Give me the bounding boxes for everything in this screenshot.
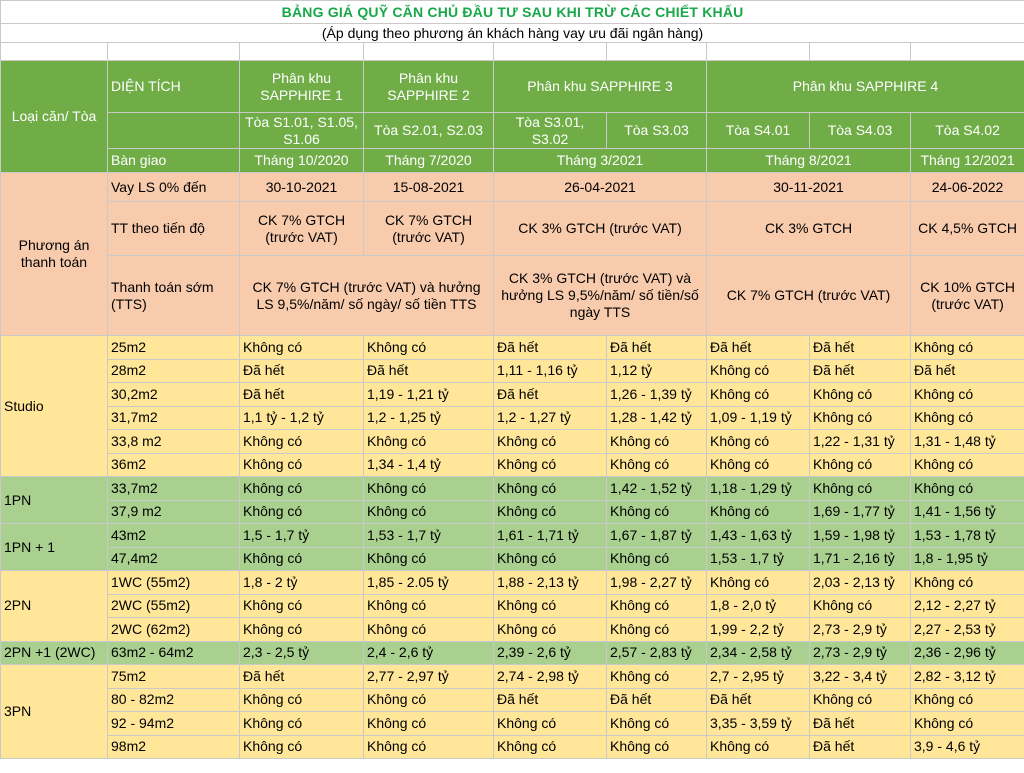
price-cell[interactable]: 2,7 - 2,95 tỷ bbox=[707, 665, 810, 689]
price-cell[interactable]: Đã hết bbox=[911, 359, 1024, 383]
price-cell[interactable]: Không có bbox=[494, 500, 607, 524]
price-cell[interactable]: 1,2 - 1,25 tỷ bbox=[364, 406, 494, 430]
price-cell[interactable]: Không có bbox=[911, 712, 1024, 736]
price-cell[interactable]: Đã hết bbox=[810, 735, 911, 759]
table-row bbox=[1, 547, 1024, 571]
empty-cell[interactable] bbox=[707, 43, 810, 61]
area-cell[interactable]: 80 - 82m2 bbox=[108, 688, 240, 712]
area-cell[interactable]: 92 - 94m2 bbox=[108, 712, 240, 736]
page-subtitle: (Áp dụng theo phương án khách hàng vay ưu đãi ngân hàng) bbox=[1, 24, 1024, 43]
payment-plan-label[interactable]: Phương án thanh toán bbox=[1, 173, 108, 336]
price-cell[interactable]: Đã hết bbox=[240, 665, 364, 689]
page-title: BẢNG GIÁ QUỸ CĂN CHỦ ĐẦU TƯ SAU KHI TRỪ CÁC CHIẾT KHẤU bbox=[1, 1, 1024, 24]
table-row bbox=[1, 359, 1024, 383]
table-row bbox=[1, 453, 1024, 477]
price-cell[interactable]: Không có bbox=[494, 477, 607, 501]
early-s3[interactable]: CK 3% GTCH (trước VAT) và hưởng LS 9,5%/năm/ số tiền/số ngày TTS bbox=[494, 256, 707, 336]
price-cell[interactable]: Không có bbox=[240, 712, 364, 736]
tower-s2[interactable]: Tòa S2.01, S2.03 bbox=[364, 113, 494, 149]
price-cell[interactable]: Đã hết bbox=[707, 688, 810, 712]
handover-s4-02[interactable]: Tháng 12/2021 bbox=[911, 149, 1024, 173]
price-cell[interactable]: Không có bbox=[364, 594, 494, 618]
progress-s1[interactable]: CK 7% GTCH (trước VAT) bbox=[240, 202, 364, 256]
area-cell[interactable]: 33,7m2 bbox=[108, 477, 240, 501]
price-cell[interactable]: Không có bbox=[364, 735, 494, 759]
price-cell[interactable]: Không có bbox=[707, 359, 810, 383]
empty-cell[interactable] bbox=[494, 43, 607, 61]
area-cell[interactable]: 75m2 bbox=[108, 665, 240, 689]
price-cell[interactable]: Đã hết bbox=[494, 383, 607, 407]
area-cell[interactable]: 25m2 bbox=[108, 336, 240, 360]
price-cell[interactable]: Không có bbox=[810, 688, 911, 712]
price-cell[interactable]: 1,31 - 1,48 tỷ bbox=[911, 430, 1024, 454]
price-cell[interactable]: Không có bbox=[364, 336, 494, 360]
price-cell[interactable]: Không có bbox=[240, 735, 364, 759]
table-row bbox=[1, 735, 1024, 759]
price-cell[interactable]: 1,8 - 2,0 tỷ bbox=[707, 594, 810, 618]
price-cell[interactable]: Đã hết bbox=[707, 336, 810, 360]
price-cell[interactable]: Không có bbox=[707, 383, 810, 407]
progress-s4-02[interactable]: CK 4,5% GTCH bbox=[911, 202, 1024, 256]
area-cell[interactable]: 47,4m2 bbox=[108, 547, 240, 571]
zone-sapphire-2[interactable]: Phân khu SAPPHIRE 2 bbox=[364, 61, 494, 113]
tower-s4-01[interactable]: Tòa S4.01 bbox=[707, 113, 810, 149]
area-cell[interactable]: 37,9 m2 bbox=[108, 500, 240, 524]
table-row bbox=[1, 383, 1024, 407]
price-cell[interactable]: Không có bbox=[707, 571, 810, 595]
price-cell[interactable]: Không có bbox=[240, 688, 364, 712]
tower-s3-03[interactable]: Tòa S3.03 bbox=[607, 113, 707, 149]
price-cell[interactable]: Không có bbox=[911, 477, 1024, 501]
unit-type-cell[interactable]: 1PN + 1 bbox=[1, 524, 108, 571]
handover-s2[interactable]: Tháng 7/2020 bbox=[364, 149, 494, 173]
price-cell[interactable]: 2,36 - 2,96 tỷ bbox=[911, 641, 1024, 665]
unit-type-header[interactable]: Loại căn/ Tòa bbox=[1, 61, 108, 173]
price-cell[interactable]: Không có bbox=[240, 547, 364, 571]
price-cell[interactable]: 2,74 - 2,98 tỷ bbox=[494, 665, 607, 689]
price-cell[interactable]: 1,8 - 2 tỷ bbox=[240, 571, 364, 595]
handover-s4[interactable]: Tháng 8/2021 bbox=[707, 149, 911, 173]
progress-s4[interactable]: CK 3% GTCH bbox=[707, 202, 911, 256]
zone-sapphire-4[interactable]: Phân khu SAPPHIRE 4 bbox=[707, 61, 1024, 113]
price-cell[interactable]: 1,53 - 1,7 tỷ bbox=[364, 524, 494, 548]
price-cell[interactable]: Không có bbox=[810, 477, 911, 501]
tower-s4-03[interactable]: Tòa S4.03 bbox=[810, 113, 911, 149]
loan-date-s4[interactable]: 30-11-2021 bbox=[707, 173, 911, 202]
price-cell[interactable]: 1,8 - 1,95 tỷ bbox=[911, 547, 1024, 571]
price-cell[interactable]: Không có bbox=[707, 500, 810, 524]
price-cell[interactable]: 1,98 - 2,27 tỷ bbox=[607, 571, 707, 595]
price-cell[interactable]: Đã hết bbox=[810, 336, 911, 360]
area-cell[interactable]: 30,2m2 bbox=[108, 383, 240, 407]
price-cell[interactable]: 1,85 - 2.05 tỷ bbox=[364, 571, 494, 595]
price-cell[interactable]: 1,99 - 2,2 tỷ bbox=[707, 618, 810, 642]
table-row bbox=[1, 618, 1024, 642]
table-row bbox=[1, 524, 1024, 548]
table-row bbox=[1, 406, 1024, 430]
early-s4[interactable]: CK 7% GTCH (trước VAT) bbox=[707, 256, 911, 336]
table-row bbox=[1, 712, 1024, 736]
price-cell[interactable]: Không có bbox=[240, 594, 364, 618]
price-cell[interactable]: 2,03 - 2,13 tỷ bbox=[810, 571, 911, 595]
handover-s3[interactable]: Tháng 3/2021 bbox=[494, 149, 707, 173]
price-cell[interactable]: 2,4 - 2,6 tỷ bbox=[364, 641, 494, 665]
price-cell[interactable]: Không có bbox=[494, 594, 607, 618]
table-row bbox=[1, 688, 1024, 712]
loan-date-s3[interactable]: 26-04-2021 bbox=[494, 173, 707, 202]
price-cell[interactable]: Không có bbox=[364, 547, 494, 571]
progress-payment-label[interactable]: TT theo tiến độ bbox=[108, 202, 240, 256]
price-cell[interactable]: Không có bbox=[911, 453, 1024, 477]
empty-cell[interactable] bbox=[108, 113, 240, 149]
price-cell[interactable]: 1,88 - 2,13 tỷ bbox=[494, 571, 607, 595]
price-cell[interactable]: Không có bbox=[911, 336, 1024, 360]
table-row bbox=[1, 571, 1024, 595]
price-cell[interactable]: Không có bbox=[364, 477, 494, 501]
price-cell[interactable]: 2,73 - 2,9 tỷ bbox=[810, 641, 911, 665]
price-cell[interactable]: 2,82 - 3,12 tỷ bbox=[911, 665, 1024, 689]
price-cell[interactable]: Đã hết bbox=[810, 712, 911, 736]
price-cell[interactable]: Đã hết bbox=[810, 359, 911, 383]
area-cell[interactable]: 98m2 bbox=[108, 735, 240, 759]
price-cell[interactable]: Không có bbox=[494, 712, 607, 736]
loan-label[interactable]: Vay LS 0% đến bbox=[108, 173, 240, 202]
area-cell[interactable]: 2WC (62m2) bbox=[108, 618, 240, 642]
area-cell[interactable]: 36m2 bbox=[108, 453, 240, 477]
price-cell[interactable]: Không có bbox=[240, 500, 364, 524]
price-cell[interactable]: Không có bbox=[707, 735, 810, 759]
price-cell[interactable]: Không có bbox=[240, 453, 364, 477]
price-cell[interactable]: Không có bbox=[364, 500, 494, 524]
price-cell[interactable]: 1,18 - 1,29 tỷ bbox=[707, 477, 810, 501]
price-cell[interactable]: Không có bbox=[494, 618, 607, 642]
price-cell[interactable]: Đã hết bbox=[494, 336, 607, 360]
price-cell[interactable]: Không có bbox=[607, 500, 707, 524]
area-cell[interactable]: 1WC (55m2) bbox=[108, 571, 240, 595]
loan-date-s2[interactable]: 15-08-2021 bbox=[364, 173, 494, 202]
table-row bbox=[1, 477, 1024, 501]
progress-s3[interactable]: CK 3% GTCH (trước VAT) bbox=[494, 202, 707, 256]
price-cell[interactable]: Không có bbox=[607, 735, 707, 759]
price-cell[interactable]: 3,22 - 3,4 tỷ bbox=[810, 665, 911, 689]
table-row bbox=[1, 665, 1024, 689]
price-cell[interactable]: Không có bbox=[810, 453, 911, 477]
zone-sapphire-1[interactable]: Phân khu SAPPHIRE 1 bbox=[240, 61, 364, 113]
price-cell[interactable]: 1,5 - 1,7 tỷ bbox=[240, 524, 364, 548]
price-cell[interactable]: Không có bbox=[911, 571, 1024, 595]
price-cell[interactable]: Không có bbox=[810, 383, 911, 407]
price-cell[interactable]: 1,43 - 1,63 tỷ bbox=[707, 524, 810, 548]
tower-s3-01[interactable]: Tòa S3.01, S3.02 bbox=[494, 113, 607, 149]
price-cell[interactable]: Không có bbox=[364, 618, 494, 642]
early-s4-02[interactable]: CK 10% GTCH (trước VAT) bbox=[911, 256, 1024, 336]
price-cell[interactable]: Không có bbox=[494, 453, 607, 477]
table-row bbox=[1, 336, 1024, 360]
price-cell[interactable]: Không có bbox=[240, 336, 364, 360]
tower-s4-02[interactable]: Tòa S4.02 bbox=[911, 113, 1024, 149]
price-cell[interactable]: Không có bbox=[364, 688, 494, 712]
price-cell[interactable]: 2,12 - 2,27 tỷ bbox=[911, 594, 1024, 618]
price-cell[interactable]: 2,3 - 2,5 tỷ bbox=[240, 641, 364, 665]
price-cell[interactable]: Không có bbox=[911, 688, 1024, 712]
price-cell[interactable]: 1,1 tỷ - 1,2 tỷ bbox=[240, 406, 364, 430]
price-cell[interactable]: Không có bbox=[607, 665, 707, 689]
price-cell[interactable]: 1,19 - 1,21 tỷ bbox=[364, 383, 494, 407]
price-cell[interactable]: Không có bbox=[810, 594, 911, 618]
empty-cell[interactable] bbox=[108, 43, 240, 61]
table-row bbox=[1, 430, 1024, 454]
price-cell[interactable]: Đã hết bbox=[240, 359, 364, 383]
empty-cell[interactable] bbox=[240, 43, 364, 61]
table-row bbox=[1, 500, 1024, 524]
empty-cell[interactable] bbox=[911, 43, 1024, 61]
price-cell[interactable]: Không có bbox=[607, 712, 707, 736]
empty-cell[interactable] bbox=[607, 43, 707, 61]
price-cell[interactable]: Không có bbox=[607, 547, 707, 571]
price-cell[interactable]: Không có bbox=[240, 430, 364, 454]
price-cell[interactable]: 1,11 - 1,16 tỷ bbox=[494, 359, 607, 383]
price-cell[interactable]: Không có bbox=[240, 477, 364, 501]
price-cell[interactable]: 1,12 tỷ bbox=[607, 359, 707, 383]
price-cell[interactable]: 2,73 - 2,9 tỷ bbox=[810, 618, 911, 642]
price-cell[interactable]: Không có bbox=[364, 430, 494, 454]
early-payment-label[interactable]: Thanh toán sớm (TTS) bbox=[108, 256, 240, 336]
price-cell[interactable]: Đã hết bbox=[607, 688, 707, 712]
price-cell[interactable]: Không có bbox=[240, 618, 364, 642]
progress-s2[interactable]: CK 7% GTCH (trước VAT) bbox=[364, 202, 494, 256]
price-cell[interactable]: Đã hết bbox=[240, 383, 364, 407]
price-cell[interactable]: Đã hết bbox=[364, 359, 494, 383]
price-cell[interactable]: 1,34 - 1,4 tỷ bbox=[364, 453, 494, 477]
zone-sapphire-3[interactable]: Phân khu SAPPHIRE 3 bbox=[494, 61, 707, 113]
price-cell[interactable]: 2,57 - 2,83 tỷ bbox=[607, 641, 707, 665]
area-cell[interactable]: 31,7m2 bbox=[108, 406, 240, 430]
price-cell[interactable]: Đã hết bbox=[607, 336, 707, 360]
unit-type-cell[interactable]: 1PN bbox=[1, 477, 108, 524]
price-cell[interactable]: 3,35 - 3,59 tỷ bbox=[707, 712, 810, 736]
table-row bbox=[1, 594, 1024, 618]
price-cell[interactable]: Không có bbox=[911, 383, 1024, 407]
price-cell[interactable]: 1,26 - 1,39 tỷ bbox=[607, 383, 707, 407]
empty-cell[interactable] bbox=[1, 43, 108, 61]
loan-date-s4-02[interactable]: 24-06-2022 bbox=[911, 173, 1024, 202]
area-cell[interactable]: 33,8 m2 bbox=[108, 430, 240, 454]
price-cell[interactable]: 1,59 - 1,98 tỷ bbox=[810, 524, 911, 548]
handover-s1[interactable]: Tháng 10/2020 bbox=[240, 149, 364, 173]
price-cell[interactable]: 2,27 - 2,53 tỷ bbox=[911, 618, 1024, 642]
unit-type-cell[interactable]: 2PN +1 (2WC) bbox=[1, 641, 108, 665]
price-cell[interactable]: 1,71 - 2,16 tỷ bbox=[810, 547, 911, 571]
price-cell[interactable]: 1,2 - 1,27 tỷ bbox=[494, 406, 607, 430]
unit-type-cell[interactable]: 2PN bbox=[1, 571, 108, 642]
price-cell[interactable]: Đã hết bbox=[494, 688, 607, 712]
loan-date-s1[interactable]: 30-10-2021 bbox=[240, 173, 364, 202]
price-cell[interactable]: 1,09 - 1,19 tỷ bbox=[707, 406, 810, 430]
price-cell[interactable]: Không có bbox=[607, 594, 707, 618]
area-cell[interactable]: 2WC (55m2) bbox=[108, 594, 240, 618]
price-cell[interactable]: Không có bbox=[810, 406, 911, 430]
price-cell[interactable]: Không có bbox=[607, 430, 707, 454]
price-cell[interactable]: Không có bbox=[494, 430, 607, 454]
price-cell[interactable]: 1,53 - 1,78 tỷ bbox=[911, 524, 1024, 548]
price-cell[interactable]: 1,41 - 1,56 tỷ bbox=[911, 500, 1024, 524]
price-cell[interactable]: 1,67 - 1,87 tỷ bbox=[607, 524, 707, 548]
price-cell[interactable]: 1,28 - 1,42 tỷ bbox=[607, 406, 707, 430]
price-cell[interactable]: Không có bbox=[607, 618, 707, 642]
early-s1-s2[interactable]: CK 7% GTCH (trước VAT) và hưởng LS 9,5%/năm/ số ngày/ số tiền TTS bbox=[240, 256, 494, 336]
price-cell[interactable]: Không có bbox=[707, 453, 810, 477]
price-cell[interactable]: 1,61 - 1,71 tỷ bbox=[494, 524, 607, 548]
price-cell[interactable]: Không có bbox=[707, 430, 810, 454]
price-cell[interactable]: 3,9 - 4,6 tỷ bbox=[911, 735, 1024, 759]
empty-cell[interactable] bbox=[364, 43, 494, 61]
price-cell[interactable]: 2,34 - 2,58 tỷ bbox=[707, 641, 810, 665]
unit-type-cell[interactable]: Studio bbox=[1, 336, 108, 477]
price-cell[interactable]: Không có bbox=[911, 406, 1024, 430]
area-cell[interactable]: 28m2 bbox=[108, 359, 240, 383]
price-cell[interactable]: Không có bbox=[494, 547, 607, 571]
unit-type-cell[interactable]: 3PN bbox=[1, 665, 108, 759]
price-cell[interactable]: 1,53 - 1,7 tỷ bbox=[707, 547, 810, 571]
area-header[interactable]: DIỆN TÍCH bbox=[108, 61, 240, 113]
area-cell[interactable]: 63m2 - 64m2 bbox=[108, 641, 240, 665]
table-row bbox=[1, 641, 1024, 665]
price-cell[interactable]: Không có bbox=[494, 735, 607, 759]
empty-cell[interactable] bbox=[810, 43, 911, 61]
price-cell[interactable]: 1,42 - 1,52 tỷ bbox=[607, 477, 707, 501]
price-cell[interactable]: 1,22 - 1,31 tỷ bbox=[810, 430, 911, 454]
price-cell[interactable]: 2,39 - 2,6 tỷ bbox=[494, 641, 607, 665]
area-cell[interactable]: 43m2 bbox=[108, 524, 240, 548]
price-cell[interactable]: Không có bbox=[607, 453, 707, 477]
price-cell[interactable]: 2,77 - 2,97 tỷ bbox=[364, 665, 494, 689]
handover-label[interactable]: Bàn giao bbox=[108, 149, 240, 173]
tower-s1[interactable]: Tòa S1.01, S1.05, S1.06 bbox=[240, 113, 364, 149]
price-cell[interactable]: Không có bbox=[364, 712, 494, 736]
price-cell[interactable]: 1,69 - 1,77 tỷ bbox=[810, 500, 911, 524]
